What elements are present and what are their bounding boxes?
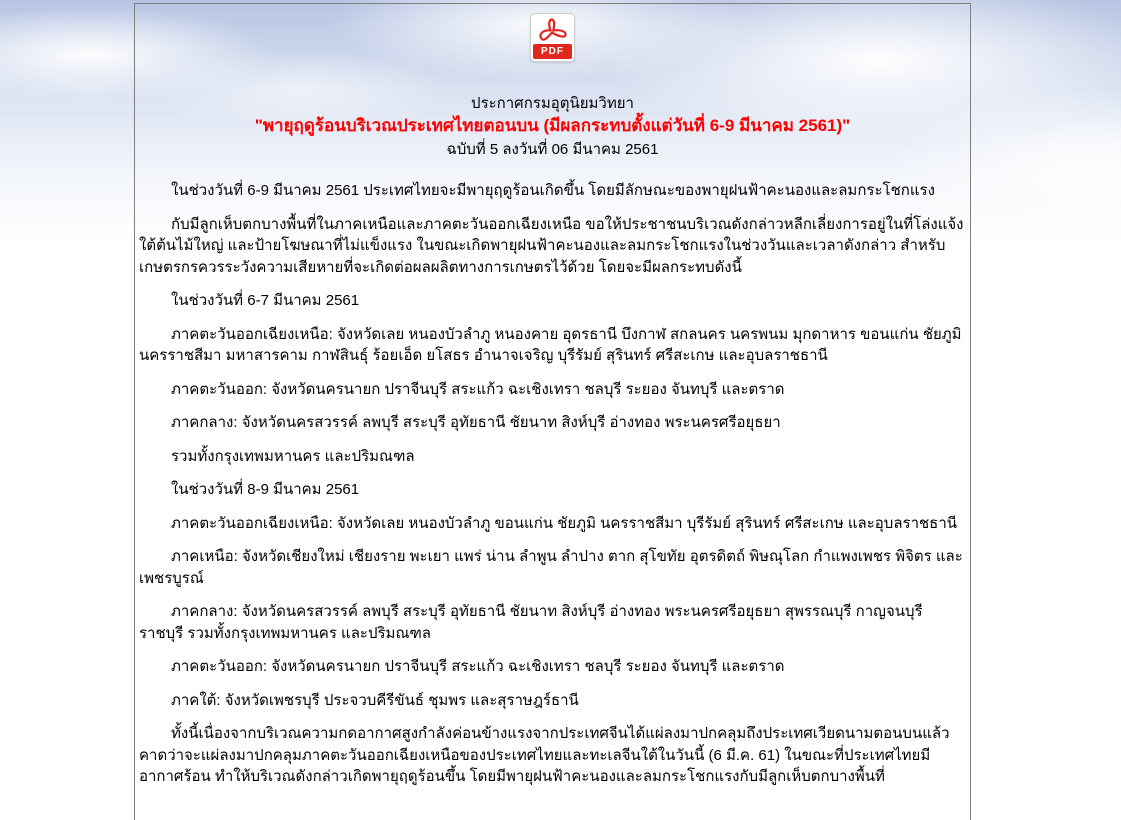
body-paragraph: ภาคกลาง: จังหวัดนครสวรรค์ ลพบุรี สระบุรี อุทัยธานี ชัยนาท สิงห์บุรี อ่างทอง พระนครศรีอยุธยา สุพรรณบุรี กาญจนบุรี ราชบุรี รวมทั้งกรุงเทพมหานคร และปริมณฑล [139, 603, 923, 642]
body-paragraph: ในช่วงวันที่ 8-9 มีนาคม 2561 [171, 481, 360, 498]
body-paragraph: กับมีลูกเห็บตกบางพื้นที่ในภาคเหนือและภาคตะวันออกเฉียงเหนือ ขอให้ประชาชนบริเวณดังกล่าวหลีกเลี่ยงการอยู่ในที่โล่งแจ้ง ใต้ต้นไม้ใหญ่ และป้ายโฆษณาที่ไม่แข็งแรง ในขณะเกิดพายุฝนฟ้าคะนองและลมกระโชกแรงในช่วงวันและเวลาดังกล่าว สำหรับเกษตรกรควรระวังความเสียหายที่จะเกิดต่อผลผลิตทางการเกษตรไว้ด้วย โดยจะมีผลกระทบดังนี้ [139, 215, 964, 276]
announcement-body [139, 180, 966, 788]
body-paragraph: ภาคตะวันออกเฉียงเหนือ: จังหวัดเลย หนองบัวลำภู หนองคาย อุดรธานี บึงกาฬ สกลนคร นครพนม มุกดาหาร ขอนแก่น ชัยภูมิ นครราชสีมา มหาสารคาม กาฬสินธุ์ ร้อยเอ็ด ยโสธร อำนาจเจริญ บุรีรัมย์ สุรินทร์ ศรีสะเกษ และอุบลราชธานี [139, 325, 962, 364]
body-paragraph: ภาคตะวันออกเฉียงเหนือ: จังหวัดเลย หนองบัวลำภู ขอนแก่น ชัยภูมิ นครราชสีมา บุรีรัมย์ สุรินทร์ ศรีสะเกษ และอุบลราชธานี [171, 514, 957, 532]
body-paragraph: ภาคใต้: จังหวัดเพชรบุรี ประจวบคีรีขันธ์ ชุมพร และสุราษฎร์ธานี [171, 691, 579, 709]
body-paragraph: ภาคเหนือ: จังหวัดเชียงใหม่ เชียงราย พะเยา แพร่ น่าน ลำพูน ลำปาง ตาก สุโขทัย อุตรดิตถ์ พิษณุโลก กำแพงเพชร พิจิตร และเพชรบูรณ์ [139, 548, 963, 587]
announcement-subtitle: "พายุฤดูร้อนบริเวณประเทศไทยตอนบน (มีผลกระทบตั้งแต่วันที่ 6-9 มีนาคม 2561)" [254, 116, 851, 135]
announcement-content-box [134, 3, 971, 820]
title-block [139, 93, 966, 160]
body-paragraph: ภาคตะวันออก: จังหวัดนครนายก ปราจีนบุรี สระแก้ว ฉะเชิงเทรา ชลบุรี ระยอง จันทบุรี และตราด [171, 658, 785, 675]
body-paragraph: ภาคตะวันออก: จังหวัดนครนายก ปราจีนบุรี สระแก้ว ฉะเชิงเทรา ชลบุรี ระยอง จันทบุรี และตราด [171, 380, 785, 398]
pdf-file-icon[interactable] [530, 13, 575, 62]
body-paragraph: รวมทั้งกรุงเทพมหานคร และปริมณฑล [171, 447, 415, 465]
pdf-icon-container [139, 13, 966, 67]
issue-date-line: ฉบับที่ 5 ลงวันที่ 06 มีนาคม 2561 [446, 141, 659, 158]
body-paragraph: ในช่วงวันที่ 6-9 มีนาคม 2561 ประเทศไทยจะมีพายุฤดูร้อนเกิดขึ้น โดยมีลักษณะของพายุฝนฟ้าคะนองและลมกระโชกแรง [171, 182, 935, 199]
pdf-icon-label: PDF [533, 44, 572, 59]
announcement-title: ประกาศกรมอุตุนิยมวิทยา [471, 95, 634, 112]
body-paragraph: ในช่วงวันที่ 6-7 มีนาคม 2561 [171, 292, 360, 309]
body-paragraph: ทั้งนี้เนื่องจากบริเวณความกดอากาศสูงกำลังค่อนข้างแรงจากประเทศจีนได้แผ่ลงมาปกคลุมถึงประเทศเวียดนามตอนบนแล้ว คาดว่าจะแผ่ลงมาปกคลุมภาคตะวันออกเฉียงเหนือของประเทศไทยและทะเลจีนใต้ในวันนี้ (6 มี.ค. 61) ในขณะที่ประเทศไทยมีอากาศร้อน ทำให้บริเวณดังกล่าวเกิดพายุฤดูร้อนขึ้น โดยมีพายุฝนฟ้าคะนองและลมกระโชกแรงกับมีลูกเห็บตกบางพื้นที่ [139, 725, 950, 785]
body-paragraph: ภาคกลาง: จังหวัดนครสวรรค์ ลพบุรี สระบุรี อุทัยธานี ชัยนาท สิงห์บุรี อ่างทอง พระนครศรีอยุธยา [171, 414, 781, 431]
